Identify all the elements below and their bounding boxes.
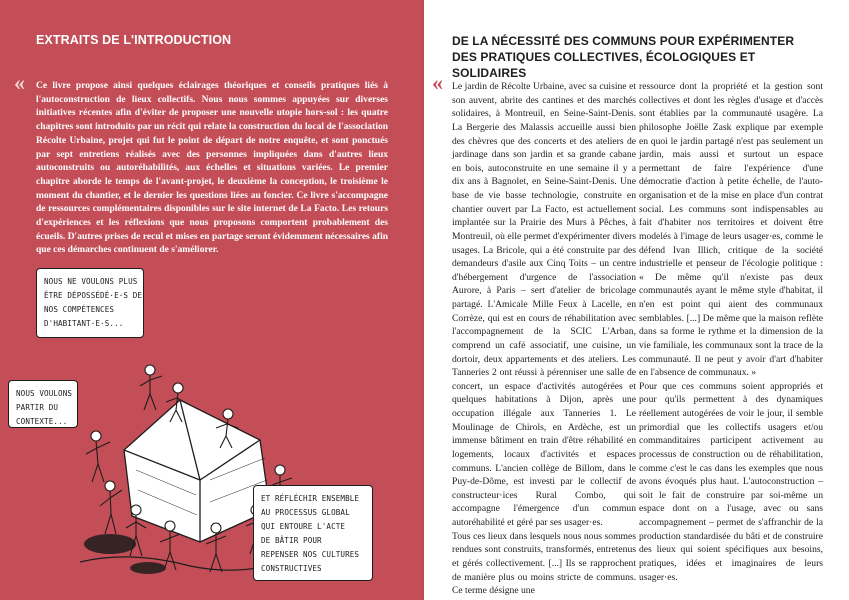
bubble-line: NOUS NE VOULONS PLUS [44,277,138,286]
bubble-line: CONSTRUCTIVES [261,564,322,573]
text-column-right [639,80,823,584]
bubble-line: PARTIR DU [16,403,59,412]
text-column-left [452,80,636,598]
right-opening-quote-mark: « [432,70,443,95]
bubble-line: ET RÉFLÉCHIR ENSEMBLE [261,494,360,503]
left-page [0,0,424,600]
bubble-line: CONTEXTE... [16,417,68,426]
bubble-line: DE BÂTIR POUR [261,536,322,545]
speech-bubble-reflechir [253,485,373,581]
bubble-line: D'HABITANT·E·S... [44,319,124,328]
paragraph: ressource dont la propriété et la gestion sont collectives et dont les règles d'usage et d'accès sont établies par la communauté usagère. La philosophe Joëlle Zask explique par exemple en quoi le jardin partagé n'est pas seulement un jardin, mais aussi et surtout un espace permettant de faire l'expérience d'une démocratie d'action à petite échelle, de l'auto-organisation et de la mise en place d'un contrat social. Les communs sont indispensables au fait d'habiter nos territoires et doivent être modelés à l'image de leurs usager·es, comme le défend Ivan Illich, critique de la société industrielle et penseur de l'écologie politique : « De même qu'il n'existe pas deux communautés ayant le même style d'habitat, il n'en est point qui aient des communaux semblables. [...] De même que la maison reflète dans sa forme le rythme et la dimension de la vie familiale, les communaux sont la trace de la communauté. Il ne peut y avoir d'art d'habiter en l'absence de communaux. » [639,81,823,379]
paragraph: Tous ces lieux dans lesquels nous nous sommes rendues sont construits, transformés, entretenus et gérés collectivement. [...] Ils se rapprochent de manière plus ou moins stricte de communs. Ce terme désigne une [452,530,636,597]
bubble-line: ÊTRE DÉPOSSÉDÉ·E·S DE [44,291,143,300]
paragraph: Pour que ces communs soient appropriés et pour qu'ils permettent à des dynamiques réellement autogérées de voir le jour, il semble primordial que les collectifs usagers et/ou commanditaires participent activement au processus de construction ou de réhabilitation, comme c'est le cas dans les exemples que nous avons évoqués plus haut. L'autoconstruction – soit le fait de construire par soi-même un espace dont on a l'usage, avec ou sans accompagnement – permet de s'affranchir de la production standardisée du bâti et de construire des lieux qui soient spécifiques aux besoins, pratiques, idées et imaginaires de leurs usager·es. [639,380,823,583]
speech-bubble-contexte [8,380,78,428]
paragraph: Le jardin de Récolte Urbaine, avec sa cuisine et son auvent, abrite des cantines et des marchés solidaires, à Montreuil, en Seine-Saint-Denis. La Bergerie des Malassis accueille aussi bien des chèvres que des concerts et des ateliers de jardinage dans son jardin et sa grande cabane en bois, autoconstruite en une semaine il y a dix ans à Bagnolet, en Seine-Saint-Denis. Une base de vie basse technologie, construite en chantier ouvert par La Facto, est actuellement implantée sur la Prairie des Murs à Pêches, à Montreuil, où elle permet d'expérimenter divers usages. La Bricole, qui a été construite par des demandeurs d'asile aux Cinq Toits – un centre d'hébergement d'urgence de l'association Aurore, à Paris – sert d'atelier de bricolage partagé. L'Amicale Mille Feux à Lacelle, en Corrèze, qui est en cours de réhabilitation avec l'accompagnement de la SCIC L'Arban, comprend un café associatif, une cuisine, un dortoir, deux appartements et des ateliers. Les Tanneries 2 ont réussi à pérenniser une salle de concert, un espace d'activités autogérées et quelques habitations à Dijon, après une occupation illégale aux Tanneries 1. Le Moulinage de Chirols, en Ardèche, est un immense bâtiment en train d'être réhabilité en logements, locaux d'activités et espaces communs. L'ancien collège de Billom, dans le Puy-de-Dôme, est investi par le collectif de constructeur·ices Rural Combo, qui accompagne l'émergence d'un commun autoréhabilité et géré par ses usager·es. [452,81,636,528]
bubble-line: NOUS VOULONS [16,389,73,398]
left-page-title: EXTRAITS DE L'INTRODUCTION [36,33,232,47]
opening-quote-mark: « [14,70,25,95]
bubble-line: NOS COMPÉTENCES [44,305,115,314]
bubble-line: QUI ENTOURE L'ACTE [261,522,346,531]
right-page-title: DE LA NÉCESSITÉ DES COMMUNS POUR EXPÉRIMENTER DES PRATIQUES COLLECTIVES, ÉCOLOGIQUES ET SOLIDAIRES [452,34,795,80]
bubble-line: AU PROCESSUS GLOBAL [261,508,350,517]
speech-bubble-competences [36,268,144,338]
introduction-excerpt: Ce livre propose ainsi quelques éclairages théoriques et conseils pratiques liés à l'autoconstruction de lieux collectifs. Nous nous sommes appuyées sur diverses initiatives récentes afin d'éviter de proposer une nouvelle utopie hors-sol : les quatre chapitres sont introduits par un récit qui relate la construction du local de l'association Récolte Urbaine, projet qui fut le point de départ de notre enquête, et sont ponctués par sept entretiens réalisés avec des personnes impliquées dans d'autres lieux autoconstruits ou autoréhabilités, aux échelles et situations variées. Le premier chapitre aborde le temps de l'avant-projet, le deuxième la conception, le troisième le moment du chantier, et le dernier les questions liées au foncier. Ce livre s'accompagne de ressources complémentaires disponibles sur le site internet de La Facto. Les retours d'expériences et les réflexions que nous proposons comportent probablement des écueils. D'autres prises de recul et mises en partage seront évidemment nécessaires afin que ces démarches continuent de s'améliorer. [36,81,388,256]
bubble-line: REPENSER NOS CULTURES [261,550,360,559]
